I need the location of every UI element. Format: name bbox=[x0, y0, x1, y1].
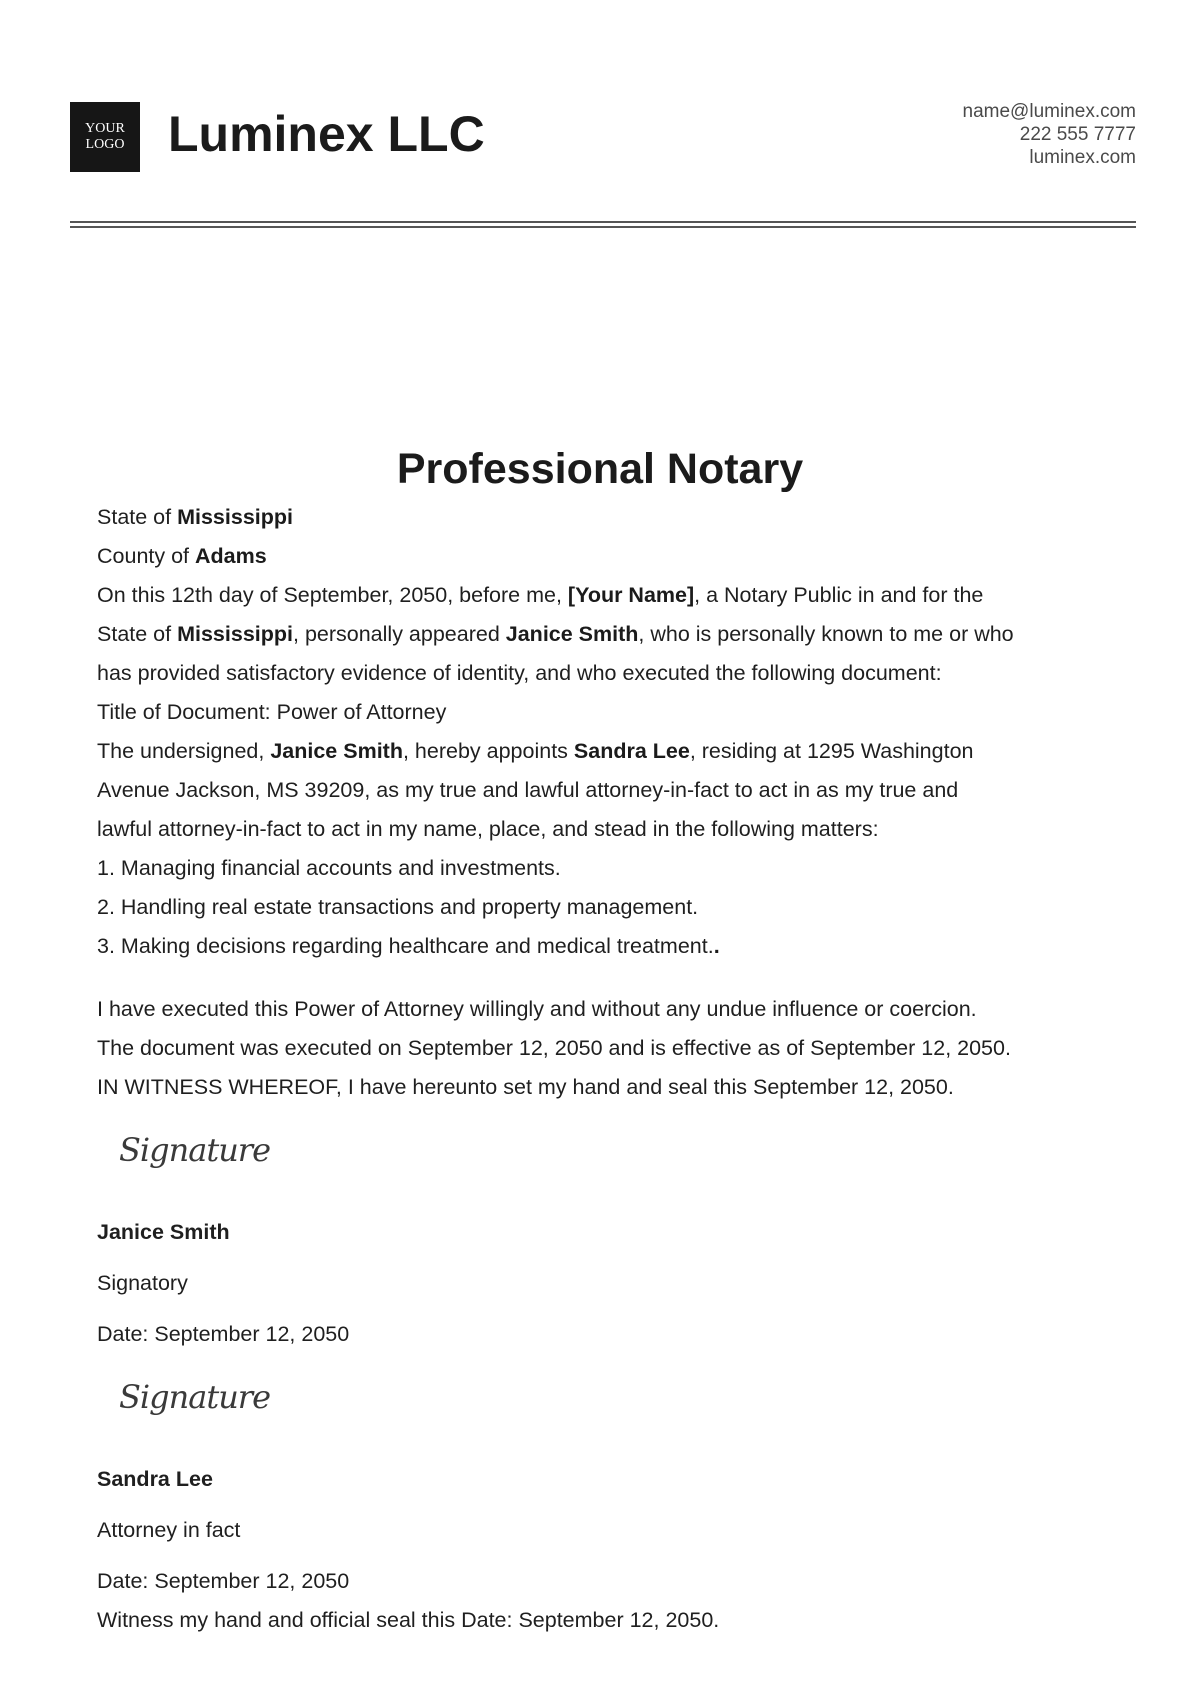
paragraph-line: Avenue Jackson, MS 39209, as my true and lawful attorney-in-fact to act in as my true and bbox=[97, 778, 959, 802]
contact-website: luminex.com bbox=[1029, 147, 1136, 168]
signer-role: Signatory bbox=[97, 1271, 188, 1295]
state-value: Mississippi bbox=[177, 505, 293, 529]
text-run: , residing at 1295 Washington bbox=[689, 739, 974, 763]
text-run: 3. Making decisions regarding healthcare and medical treatment. bbox=[97, 934, 714, 958]
signature-date: Date: September 12, 2050 bbox=[97, 1322, 350, 1346]
text-run: , personally appeared bbox=[293, 622, 500, 646]
principal-name: Janice Smith bbox=[270, 739, 403, 763]
logo-text-line2: LOGO bbox=[85, 137, 125, 152]
paragraph-line bbox=[97, 732, 1137, 771]
contact-info bbox=[963, 100, 1136, 169]
spacer bbox=[97, 966, 1137, 990]
paragraph-line bbox=[97, 576, 1137, 615]
header-divider-bottom bbox=[70, 226, 1136, 228]
list-item bbox=[97, 927, 1137, 966]
header-divider-top bbox=[70, 221, 1136, 223]
signer-name: Sandra Lee bbox=[97, 1467, 213, 1491]
signature-date: Date: September 12, 2050 bbox=[97, 1569, 350, 1593]
signer-role: Attorney in fact bbox=[97, 1518, 241, 1542]
signature-image: Signature bbox=[119, 1378, 271, 1416]
contact-phone: 222 555 7777 bbox=[1019, 124, 1136, 145]
state-value: Mississippi bbox=[177, 622, 293, 646]
witness-line: Witness my hand and official seal this Date: September 12, 2050. bbox=[97, 1608, 720, 1632]
list-item: 1. Managing financial accounts and investments. bbox=[97, 856, 561, 880]
text-run: On this 12th day of September, 2050, before me, bbox=[97, 583, 562, 607]
paragraph-line bbox=[97, 615, 1137, 654]
state-label: State of bbox=[97, 505, 172, 529]
county-value: Adams bbox=[195, 544, 267, 568]
list-item: 2. Handling real estate transactions and property management. bbox=[97, 895, 699, 919]
agent-name: Sandra Lee bbox=[573, 739, 690, 763]
paragraph-line: has provided satisfactory evidence of identity, and who executed the following document: bbox=[97, 661, 942, 685]
text-run: The undersigned, bbox=[97, 739, 265, 763]
list-end-period: . bbox=[713, 934, 720, 958]
closing-line: I have executed this Power of Attorney willingly and without any undue influence or coercion. bbox=[97, 997, 977, 1021]
document-title-line: Title of Document: Power of Attorney bbox=[97, 700, 447, 724]
document-title: Professional Notary bbox=[396, 445, 804, 493]
letterhead bbox=[70, 100, 1136, 172]
state-line bbox=[97, 498, 1137, 537]
matters-list bbox=[97, 849, 1137, 966]
notary-name: [Your Name] bbox=[567, 583, 695, 607]
closing-line: IN WITNESS WHEREOF, I have hereunto set my hand and seal this September 12, 2050. bbox=[97, 1075, 954, 1099]
county-line bbox=[97, 537, 1137, 576]
person-name: Janice Smith bbox=[505, 622, 639, 646]
closing-line: The document was executed on September 12, 2050 and is effective as of September 12, 2050. bbox=[97, 1036, 1011, 1060]
county-label: County of bbox=[97, 544, 190, 568]
signer-name: Janice Smith bbox=[97, 1220, 230, 1244]
text-run: , hereby appoints bbox=[402, 739, 568, 763]
text-run: State of bbox=[97, 622, 172, 646]
text-run: , a Notary Public in and for the bbox=[694, 583, 984, 607]
logo-text-line1: YOUR bbox=[85, 121, 125, 136]
document-body bbox=[97, 498, 1137, 1640]
signature-image: Signature bbox=[119, 1131, 271, 1169]
contact-email: name@luminex.com bbox=[962, 101, 1136, 122]
company-name: Luminex LLC bbox=[168, 106, 485, 162]
paragraph-line: lawful attorney-in-fact to act in my name, place, and stead in the following matters: bbox=[97, 817, 879, 841]
text-run: , who is personally known to me or who bbox=[638, 622, 1014, 646]
company-logo bbox=[70, 102, 140, 172]
